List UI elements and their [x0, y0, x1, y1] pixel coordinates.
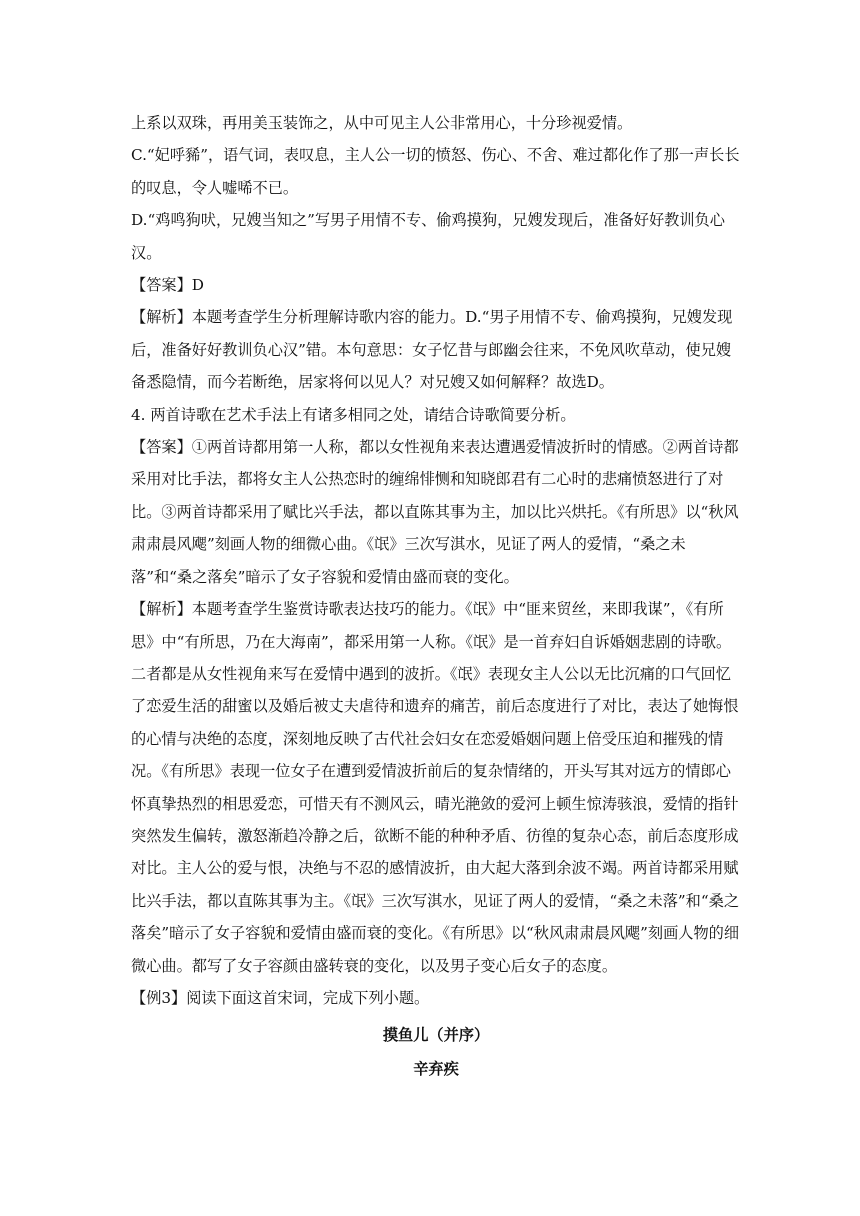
analysis-q3: 【解析】本题考查学生分析理解诗歌内容的能力。D.“男子用情不专、偷鸡摸狗，兄嫂发现后，准备好好教训负心汉”错。本句意思：女子忆昔与郎幽会往来，不免风吹草动，使兄嫂备悉隐情，而今若断绝，居家将何以见人？对兄嫂又如何解释？故选D。	[131, 308, 733, 392]
option-d: D.“鸡鸣狗吠，兄嫂当知之”写男子用情不专、偷鸡摸狗，兄嫂发现后，准备好好教训负心汉。	[131, 211, 725, 262]
poem-title: 摸鱼儿（并序）	[382, 1026, 490, 1045]
analysis-q4: 【解析】本题考查学生鉴赏诗歌表达技巧的能力。《氓》中“匪来贸丝，来即我谋”，《有所思》中“有所思，乃在大海南”，都采用第一人称。《氓》是一首弃妇自诉婚姻悲剧的诗歌。二者都是从女性视角来写在爱情中遇到的波折。《氓》表现女主人公以无比沉痛的口气回忆了恋爱生活的甜蜜以及婚后被丈夫虐待和遗弃的痛苦，前后态度进行了对比，表达了她悔恨的心情与决绝的态度，深刻地反映了古代社会妇女在恋爱婚姻问题上倍受压迫和摧残的情况。《有所思》表现一位女子在遭到爱情波折前后的复杂情绪的，开头写其对远方的情郎心怀真挚热烈的相思爱恋，可惜天有不测风云，晴光滟敛的爱河上顿生惊涛骇浪，爱情的指针突然发生偏转，激怒渐趋冷静之后，欲断不能的种种矛盾、彷徨的复杂心态，前后态度形成对比。主人公的爱与恨，决绝与不忍的感情波折，由大起大落到余波不竭。两首诗都采用赋比兴手法，都以直陈其事为主。《氓》三次写淇水，见证了两人的爱情，“桑之未落”和“桑之落矣”暗示了女子容貌和爱情由盛而衰的变化。《有所思》以“秋风肃肃晨风飔”刻画人物的细微心曲。都写了女子容颜由盛转衰的变化，以及男子变心后女子的态度。	[131, 600, 740, 975]
paragraph-continuation: 上系以双珠，再用美玉装饰之，从中可见主人公非常用心，十分珍视爱情。	[131, 114, 633, 132]
answer-q4: 【答案】①两首诗都用第一人称，都以女性视角来表达遭遇爱情波折时的情感。②两首诗都采用对比手法，都将女主人公热恋时的缠绵悱恻和知晓郎君有二心时的悲痛愤怒进行了对比。③两首诗都采用了赋比兴手法，都以直陈其事为主，加以比兴烘托。《有所思》以“秋风肃肃晨风飔”刻画人物的细微心曲。《氓》三次写淇水，见证了两人的爱情，“桑之未落”和“桑之落矣”暗示了女子容貌和爱情由盛而衰的变化。	[131, 438, 739, 586]
answer-q3: 【答案】D	[131, 276, 204, 295]
example-3-heading: 【例3】阅读下面这首宋词，完成下列小题。	[131, 988, 430, 1007]
question-4: 4. 两首诗歌在艺术手法上有诸多相同之处，请结合诗歌简要分析。	[131, 405, 576, 424]
document-body	[131, 107, 741, 1086]
option-c: C.“妃呼豨”，语气词，表叹息，主人公一切的愤怒、伤心、不舍、难过都化作了那一声长长的叹息，令人嘘唏不已。	[131, 146, 740, 197]
poem-author: 辛弃疾	[413, 1060, 459, 1079]
